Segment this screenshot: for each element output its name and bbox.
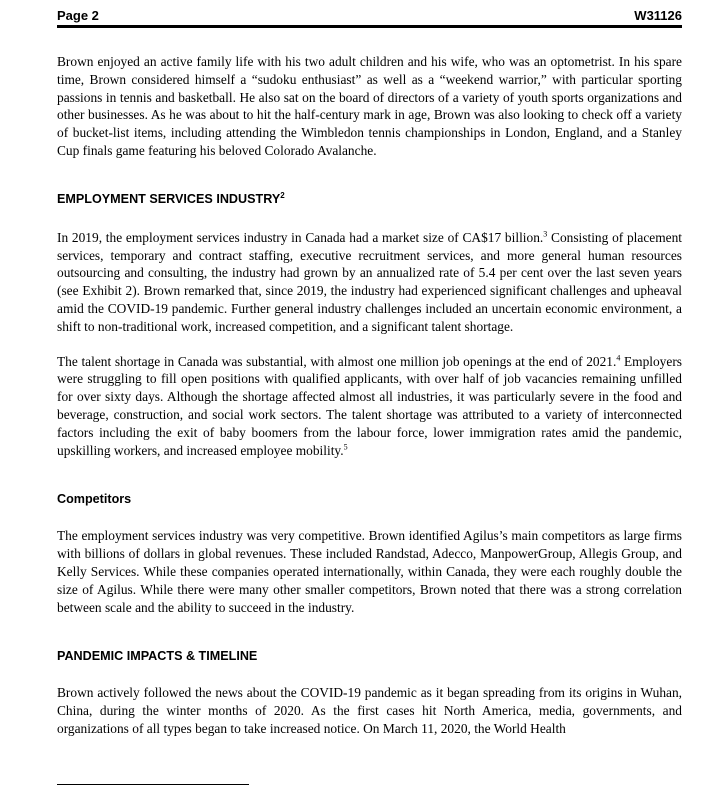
footnote-divider xyxy=(57,784,249,785)
section-heading-text: EMPLOYMENT SERVICES INDUSTRY xyxy=(57,191,281,206)
section-heading-competitors: Competitors xyxy=(57,492,132,507)
section-heading-pandemic-impacts: PANDEMIC IMPACTS & TIMELINE xyxy=(57,649,258,664)
footnote-ref: 3 xyxy=(543,229,548,239)
paragraph-family-life: Brown enjoyed an active family life with his two adult children and his wife, who was an optometrist. In his spare time, Brown considered himself a “sudoku enthusiast” as well as a “weekend warrior,” with particular sporting passions in tennis and basketball. He also sat on the board of directors of a variety of youth sports organizations and other businesses. As he was about to hit the half-century mark in age, Brown was also looking to check off a variety of bucket-list items, including attending the Wimbledon tennis championships in London, England, and a Stanley Cup finals game featuring his beloved Colorado Avalanche. xyxy=(57,54,682,158)
paragraph-industry-size xyxy=(57,229,682,336)
section-heading-employment-services xyxy=(57,191,682,207)
paragraph-text: Consisting of placement services, temporary and contract staffing, executive recruitment services, and more general human resources outsourcing and consulting, the industry had grown by an annualized rate of 5.4 per cent over the last seven years (see Exhibit 2). Brown remarked that, since 2019, the industry had experienced significant challenges and upheaval amid the COVID-19 pandemic. Further general industry challenges included an uncertain economic environment, a shift to non-traditional work, increased competition, and a significant talent shortage. xyxy=(57,229,683,334)
footnote-ref: 5 xyxy=(343,442,348,452)
paragraph-pandemic: Brown actively followed the news about the COVID-19 pandemic as it began spreading from its origins in Wuhan, China, during the winter months of 2020. As the first cases hit North America, media, governments, and organizations of all types began to take increased notice. On March 11, 2020, the World Health xyxy=(57,685,682,736)
page-header xyxy=(57,7,682,28)
page-content xyxy=(57,53,682,738)
footnote-ref: 2 xyxy=(280,190,285,200)
paragraph-text: In 2019, the employment services industry in Canada had a market size of CA$17 billion. xyxy=(57,229,544,245)
paragraph-competitors: The employment services industry was very competitive. Brown identified Agilus’s main competitors as large firms with billions of dollars in global revenues. These included Randstad, Adecco, ManpowerGroup, Allegis Group, and Kelly Services. While these companies operated internationally, within Canada, they were each roughly double the size of Agilus. While there were many other smaller competitors, Brown noted that there was a strong correlation between scale and the ability to succeed in the industry. xyxy=(57,528,682,615)
paragraph-text: Employers were struggling to fill open positions with qualified applicants, with over half of job vacancies remaining unfilled for over sixty days. Although the shortage affected almost all industries, it was particularly severe in the food and beverage, construction, and social work sectors. The talent shortage was attributed to a variety of interconnected factors including the exit of baby boomers from the labour force, lower immigration rates amid the pandemic, upskilling workers, and increased employee mobility. xyxy=(57,353,682,458)
footnote-ref: 4 xyxy=(616,353,621,363)
paragraph-talent-shortage xyxy=(57,353,682,460)
page-number: Page 2 xyxy=(57,8,99,23)
paragraph-text: The talent shortage in Canada was substantial, with almost one million job openings at the end of 2021. xyxy=(57,353,617,369)
case-id: W31126 xyxy=(634,8,682,23)
